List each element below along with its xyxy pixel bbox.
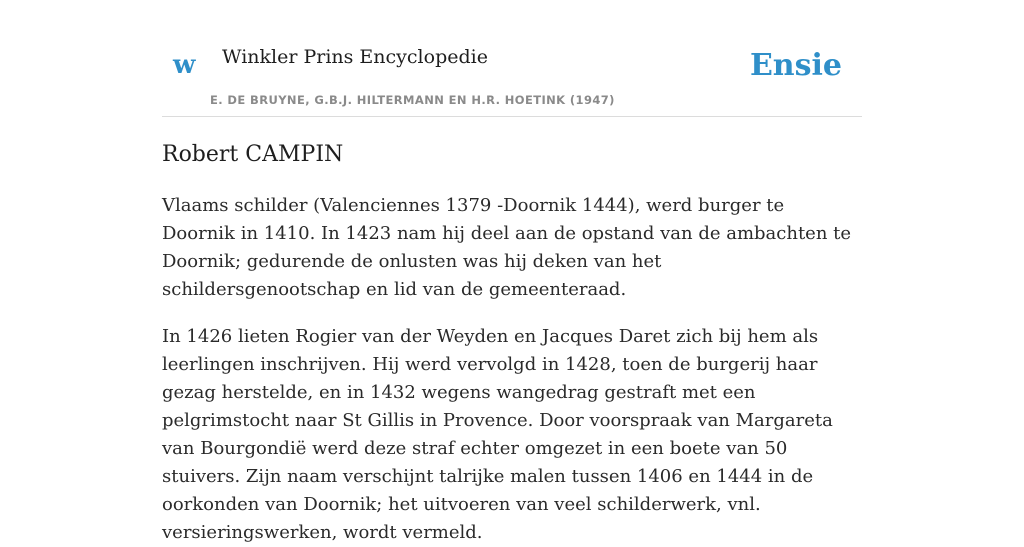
source-title[interactable]: Winkler Prins Encyclopedie [222, 46, 488, 68]
ensie-logo-link[interactable]: Ensie [749, 48, 842, 83]
source-logo-icon[interactable]: w [173, 50, 196, 80]
article-paragraph: Vlaams schilder (Valenciennes 1379 -Doornik 1444), werd burger te Doornik in 1410. In 1423 nam hij deel aan de opstand van de ambachten te Doornik; gedurende de onlusten was hij deken van het schildersgenootschap en lid van de gemeenteraad. [162, 195, 852, 300]
article [162, 138, 862, 547]
source-header [162, 0, 862, 117]
article-title: Robert CAMPIN [162, 142, 344, 167]
article-paragraph: In 1426 lieten Rogier van der Weyden en Jacques Daret zich bij hem als leerlingen inschrijven. Hij werd vervolgd in 1428, toen de burgerij haar gezag herstelde, en in 1432 wegens wangedrag gestraft met een pelgrimstocht naar St Gillis in Provence. Door voorspraak van Margareta van Bourgondië werd deze straf echter omgezet in een boete van 50 stuivers. Zijn naam verschijnt talrijke malen tussen 1406 en 1444 in de oorkonden van Doornik; het uitvoeren van veel schilderwerk, vnl. versieringswerken, wordt vermeld. [162, 326, 833, 543]
source-authors: E. DE BRUYNE, G.B.J. HILTERMANN EN H.R. HOETINK (1947) [210, 93, 615, 107]
